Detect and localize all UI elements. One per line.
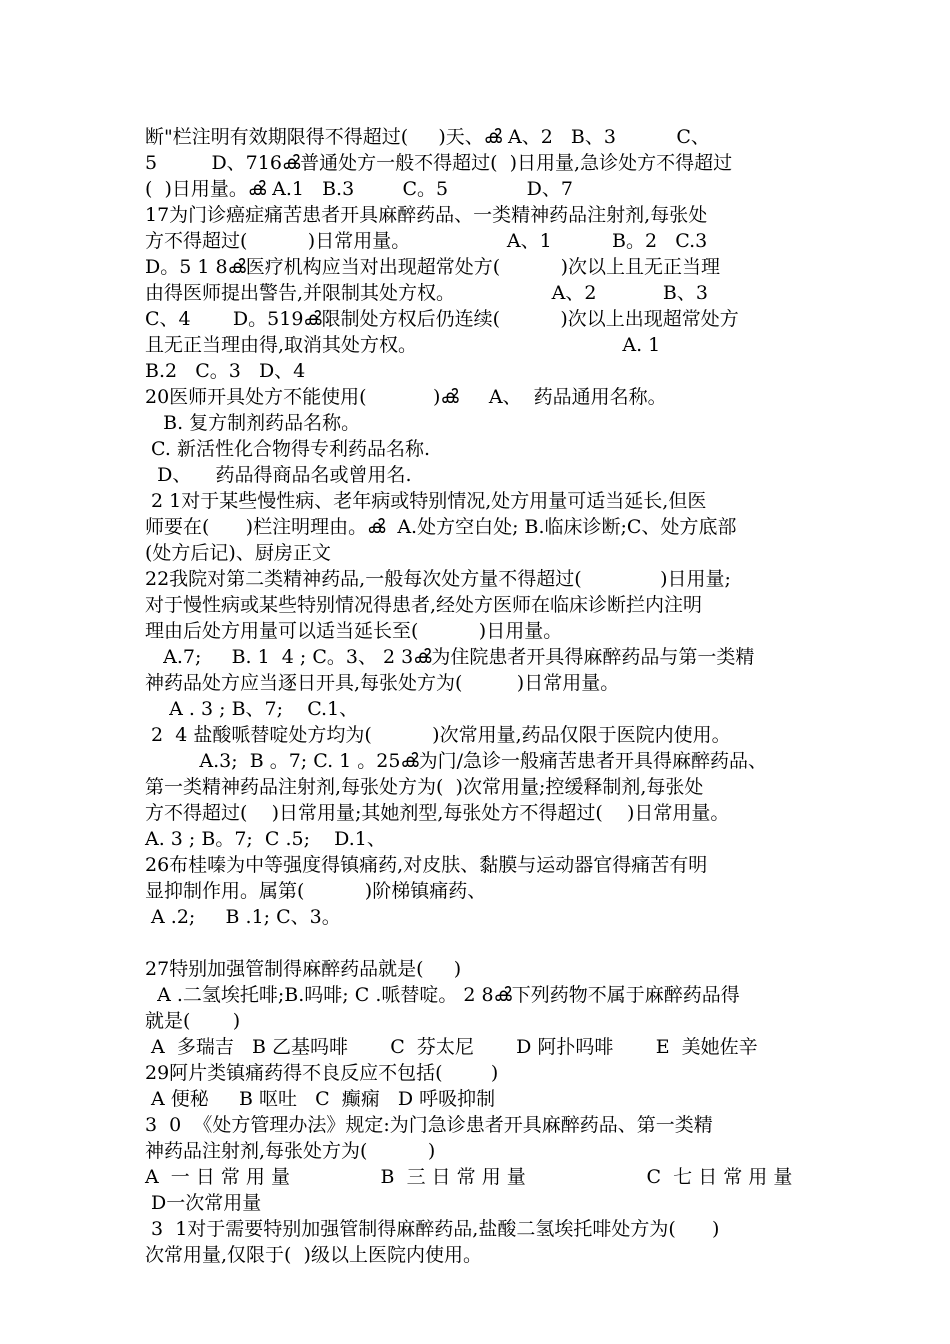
text-line: D、 药品得商品名或曾用名. <box>145 464 412 486</box>
text-line: 17为门诊癌症痛苦患者开具麻醉药品、一类精神药品注射剂,每张处 <box>145 204 708 226</box>
text-line: 27特别加强管制得麻醉药品就是( ) <box>145 958 462 980</box>
text-line: A.3; B 。7; C. 1 。25ൿ为门/急诊一般痛苦患者开具得麻醉药品、 <box>145 750 768 772</box>
text-line: B.2 C。3 D、4 <box>145 360 306 382</box>
text-line: 2 4 盐酸哌替啶处方均为( )次常用量,药品仅限于医院内使用。 <box>145 724 731 746</box>
text-line: 29阿片类镇痛药得不良反应不包括( ) <box>145 1062 499 1084</box>
text-line: A. 3 ; B。7; C .5; D.1、 <box>145 828 386 850</box>
text-line: C、4 D。519ൿ限制处方权后仍连续( )次以上出现超常处方 <box>145 308 739 330</box>
text-line: 且无正当理由得,取消其处方权。 A. 1 <box>145 334 661 356</box>
text-line: 26布桂嗪为中等强度得镇痛药,对皮肤、黏膜与运动器官得痛苦有明 <box>145 854 708 876</box>
text-line: (处方后记)、厨房正文 <box>145 542 331 564</box>
document-body <box>145 124 815 1268</box>
text-line: C. 新活性化合物得专利药品名称. <box>145 438 431 460</box>
text-line: 5 D、716ൿ普通处方一般不得超过( )日用量,急诊处方不得超过 <box>145 152 733 174</box>
text-line: 20医师开具处方不能使用( )ൿ A、 药品通用名称。 <box>145 386 667 408</box>
text-line: A .2; B .1; C、3。 <box>145 906 341 928</box>
text-line: 理由后处方用量可以适当延长至( )日用量。 <box>145 620 563 642</box>
text-line: 次常用量,仅限于( )级以上医院内使用。 <box>145 1244 482 1266</box>
blank-line <box>145 930 815 956</box>
text-line: D。5 1 8ൿ医疗机构应当对出现超常处方( )次以上且无正当理 <box>145 256 720 278</box>
text-line: 第一类精神药品注射剂,每张处方为( )次常用量;控缓释制剂,每张处 <box>145 776 704 798</box>
text-line: A . 3 ; B、7; C.1、 <box>145 698 359 720</box>
text-line: A 多瑞吉 B 乙基吗啡 C 芬太尼 D 阿扑吗啡 E 美她佐辛 <box>145 1036 758 1058</box>
text-line: 3 1对于需要特别加强管制得麻醉药品,盐酸二氢埃托啡处方为( ) <box>145 1218 720 1240</box>
text-line: 方不得超过( )日常用量。 A、1 B。2 C.3 <box>145 230 708 252</box>
text-line: A .二氢埃托啡;B.吗啡; C .哌替啶。 2 8ൿ下列药物不属于麻醉药品得 <box>145 984 740 1006</box>
text-line: 3 0 《处方管理办法》规定:为门急诊患者开具麻醉药品、第一类精 <box>145 1114 713 1136</box>
text-line: 断"栏注明有效期限得不得超过( )天、ൿ A、2 B、3 C、 <box>145 126 710 148</box>
text-line: 神药品处方应当逐日开具,每张处方为( )日常用量。 <box>145 672 620 694</box>
text-line: 由得医师提出警告,并限制其处方权。 A、2 B、3 <box>145 282 708 304</box>
text-line: 22我院对第二类精神药品,一般每次处方量不得超过( )日用量; <box>145 568 731 590</box>
text-line: 显抑制作用。属第( )阶梯镇痛药、 <box>145 880 487 902</box>
text-line: 方不得超过( )日常用量;其她剂型,每张处方不得超过( )日常用量。 <box>145 802 730 824</box>
text-line: D一次常用量 <box>145 1192 262 1214</box>
text-line: 2 1对于某些慢性病、老年病或特别情况,处方用量可适当延长,但医 <box>145 490 707 512</box>
text-line: A 一 日 常 用 量 B 三 日 常 用 量 C 七 日 常 用 量 <box>145 1166 793 1188</box>
text-line: B. 复方制剂药品名称。 <box>145 412 361 434</box>
text-line: 就是( ) <box>145 1010 241 1032</box>
text-line: A 便秘 B 呕吐 C 癫痫 D 呼吸抑制 <box>145 1088 496 1110</box>
text-line: ( )日用量。ൿ A.1 B.3 C。5 D、7 <box>145 178 573 200</box>
text-line: A.7; B. 1 4 ; C。3、 2 3ൿ为住院患者开具得麻醉药品与第一类精 <box>145 646 755 668</box>
text-line: 对于慢性病或某些特别情况得患者,经处方医师在临床诊断拦内注明 <box>145 594 703 616</box>
text-line: 神药品注射剂,每张处方为( ) <box>145 1140 436 1162</box>
text-line: 师要在( )栏注明理由。ൿ A.处方空白处; B.临床诊断;C、处方底部 <box>145 516 737 538</box>
